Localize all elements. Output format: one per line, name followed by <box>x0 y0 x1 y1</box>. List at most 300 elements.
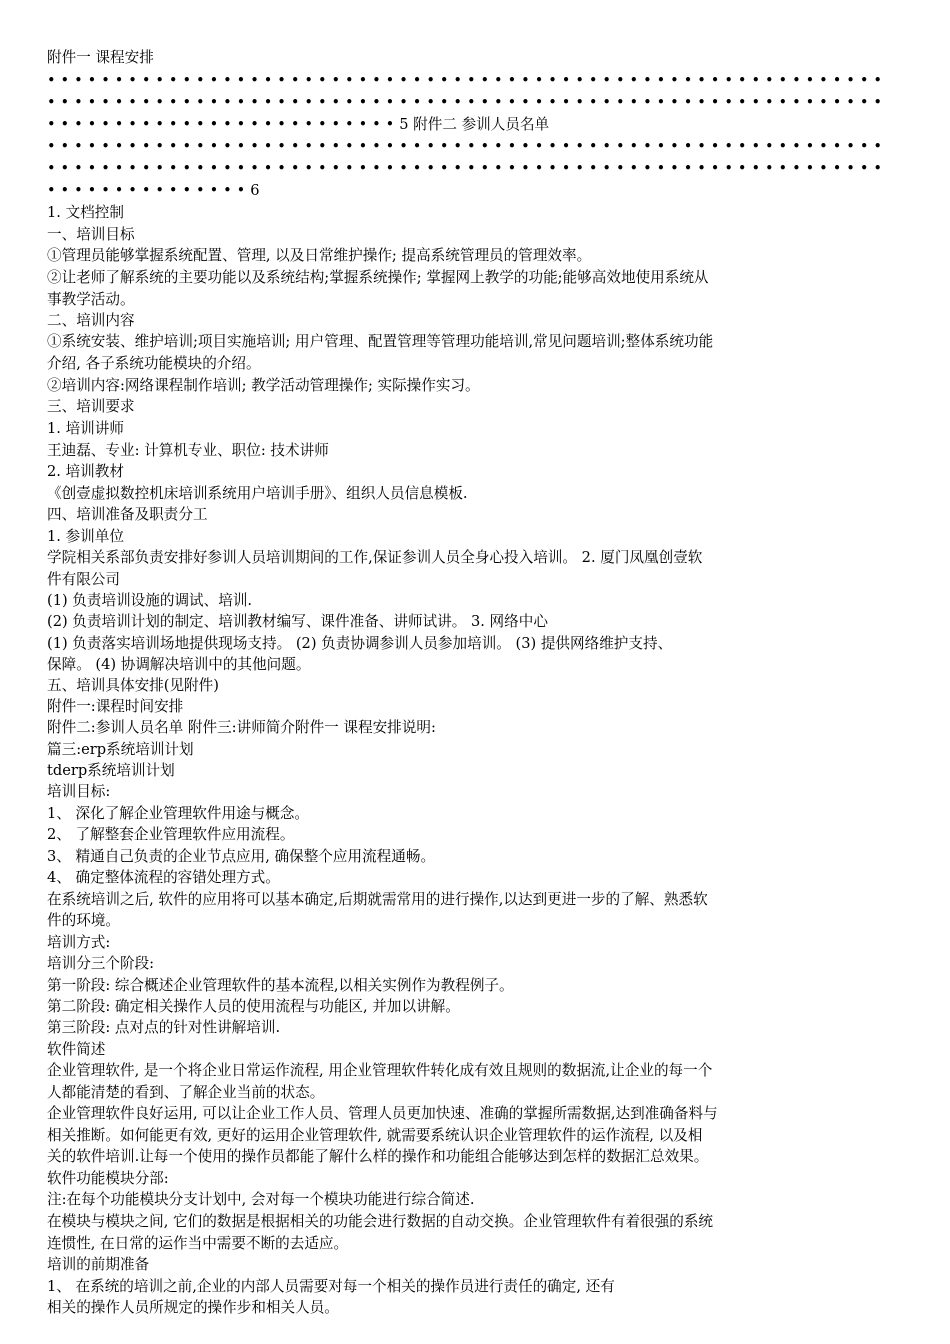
dot-leader-dot: • <box>764 138 774 155</box>
dot-leader-dot: • <box>196 138 205 155</box>
dot-leader-dot: • <box>873 160 882 177</box>
dot-leader-dot: • <box>629 138 639 155</box>
dot-leader-dot: • <box>846 138 855 155</box>
body-line: 附件二:参训人员名单 附件三:讲师简介附件一 课程安排说明: <box>47 719 436 736</box>
dot-leader-dot: • <box>629 94 639 111</box>
dot-leader-dot: • <box>453 94 463 111</box>
body-line: 保障。 (4) 协调解决培训中的其他问题。 <box>47 656 311 673</box>
dot-leader-dot: • <box>439 160 449 177</box>
dot-leader-dot: • <box>114 160 124 177</box>
dot-leader-dot: • <box>724 94 733 111</box>
dot-leader-dot: • <box>60 160 70 177</box>
dot-leader-dot: • <box>737 138 747 155</box>
dot-leader-dot: • <box>114 72 124 89</box>
toc-entry-page-6-dots <box>47 182 250 199</box>
dot-leader-dot: • <box>168 138 178 155</box>
body-line: 在系统培训之后, 软件的应用将可以基本确定,后期就需常用的进行操作,以达到更进一步的了解、熟悉软 <box>47 891 708 908</box>
dot-leader-dot: • <box>602 72 612 89</box>
dot-leader-dot: • <box>277 138 286 155</box>
body-line: 件的环境。 <box>47 912 120 929</box>
dot-leader-dot: • <box>47 116 56 133</box>
dot-leader-dot: • <box>277 94 286 111</box>
dot-leader-dot: • <box>277 72 286 89</box>
dot-leader-dot: • <box>155 160 164 177</box>
dot-leader-dot: • <box>331 138 341 155</box>
dot-leader-dot: • <box>399 94 408 111</box>
dot-leader-dot: • <box>114 94 124 111</box>
dot-leader-dot: • <box>141 160 151 177</box>
dot-leader-dot: • <box>317 94 327 111</box>
toc-entry-appendix-2 <box>47 114 917 135</box>
dot-leader-dot: • <box>764 72 774 89</box>
dot-leader-dot: • <box>87 182 97 199</box>
dot-leader-dot: • <box>250 72 259 89</box>
body-line: 在模块与模块之间, 它们的数据是根据相关的功能会进行数据的自动交换。企业管理软件有着很强的系统 <box>47 1213 714 1230</box>
dot-leader-dot: • <box>236 160 246 177</box>
dot-leader-dot: • <box>250 160 259 177</box>
dot-leader-dot: • <box>724 160 733 177</box>
dot-leader-dot: • <box>385 116 395 133</box>
dot-leader-dot: • <box>141 138 151 155</box>
dot-leader-dot: • <box>358 160 368 177</box>
dot-leader-dot: • <box>751 138 761 155</box>
dot-leader-dot: • <box>507 72 517 89</box>
body-line: 培训分三个阶段: <box>47 955 155 972</box>
dot-leader-dot: • <box>47 94 56 111</box>
dot-leader-dot: • <box>575 94 584 111</box>
dot-leader-dot: • <box>615 72 625 89</box>
dot-leader-dot: • <box>209 182 219 199</box>
dot-leader-dot: • <box>832 94 842 111</box>
dot-leader-dot: • <box>588 138 598 155</box>
dot-leader-dot: • <box>182 94 192 111</box>
body-line: (1) 负责培训设施的调试、培训. <box>47 592 253 609</box>
dot-leader-dot: • <box>751 72 761 89</box>
dot-leader-dot: • <box>792 72 801 89</box>
dot-leader-dot: • <box>846 94 855 111</box>
body-line: 培训的前期准备 <box>47 1256 150 1273</box>
dot-leader-dot: • <box>263 116 273 133</box>
body-line: 第三阶段: 点对点的针对性讲解培训. <box>47 1019 281 1036</box>
dot-leader-dot: • <box>873 72 882 89</box>
dot-leader-dot: • <box>629 160 639 177</box>
dot-leader-dot: • <box>710 72 720 89</box>
dot-leader-dot: • <box>873 138 882 155</box>
dot-leader-dot: • <box>358 94 368 111</box>
dot-leader-dot: • <box>846 72 855 89</box>
body-line: 事教学活动。 <box>47 291 135 308</box>
dot-leader-dot: • <box>155 116 164 133</box>
dot-leader-dot: • <box>331 72 341 89</box>
dot-leader-dot: • <box>697 138 706 155</box>
dot-leader-dot: • <box>710 160 720 177</box>
dot-leader-dot: • <box>87 138 97 155</box>
body-line: 培训目标: <box>47 783 111 800</box>
dot-leader-dot: • <box>480 160 490 177</box>
body-line: 第一阶段: 综合概述企业管理软件的基本流程,以相关实例作为教程例子。 <box>47 977 514 994</box>
dot-leader-dot: • <box>372 72 381 89</box>
dot-leader-dot: • <box>602 138 612 155</box>
dot-leader-dot: • <box>764 160 774 177</box>
dot-leader-dot: • <box>548 160 557 177</box>
body-line: 《创壹虚拟数控机床培训系统用户培训手册》、组织人员信息模板. <box>47 485 468 502</box>
dot-leader-dot: • <box>548 72 557 89</box>
dot-leader-dot: • <box>331 160 341 177</box>
dot-leader-dot: • <box>60 182 70 199</box>
dot-leader-dot: • <box>494 138 503 155</box>
body-line: 介绍, 各子系统功能模块的介绍。 <box>47 355 261 372</box>
dot-leader-dot: • <box>643 138 652 155</box>
dot-leader-dot: • <box>358 116 368 133</box>
body-line: 学院相关系部负责安排好参训人员培训期间的工作,保证参训人员全身心投入培训。 2. 厦门凤凰创壹软 <box>47 549 703 566</box>
body-line: 企业管理软件, 是一个将企业日常运作流程, 用企业管理软件转化成有效且规则的数据流,让企业的每一个 <box>47 1062 713 1079</box>
dot-leader-dot: • <box>819 94 828 111</box>
body-line: 三、培训要求 <box>47 398 135 415</box>
dot-leader-dot: • <box>304 94 313 111</box>
dot-leader-dot: • <box>141 72 151 89</box>
dot-leader-dot: • <box>792 94 801 111</box>
dot-leader-dot: • <box>223 72 232 89</box>
dot-leader-dot: • <box>670 94 679 111</box>
dot-leader-dot: • <box>453 160 463 177</box>
dot-leader-dot: • <box>101 72 110 89</box>
dot-leader-dot: • <box>439 94 449 111</box>
toc-entry-appendix-2-text: 5 附件二 参训人员名单 <box>399 116 550 133</box>
body-line: 连惯性, 在日常的运作当中需要不断的去适应。 <box>47 1235 349 1252</box>
dot-leader-dot: • <box>47 160 56 177</box>
dot-leader-dot: • <box>507 138 517 155</box>
body-line: 2. 培训教材 <box>47 463 124 480</box>
dot-leader-dot: • <box>805 72 815 89</box>
dot-leader-dot: • <box>304 160 313 177</box>
dot-leader-dot: • <box>466 138 476 155</box>
body-line: 1、 深化了解企业管理软件用途与概念。 <box>47 805 310 822</box>
body-line: 1. 培训讲师 <box>47 420 124 437</box>
dot-leader-dot: • <box>805 138 815 155</box>
dot-leader-dot: • <box>290 138 300 155</box>
dot-leader-dot: • <box>331 116 341 133</box>
dot-leader-dot: • <box>358 138 368 155</box>
dot-leader-dot: • <box>697 72 706 89</box>
dot-leader-dot: • <box>656 160 666 177</box>
dot-leader-dot: • <box>615 138 625 155</box>
dot-leader-dot: • <box>155 94 164 111</box>
dot-leader-dot: • <box>74 182 83 199</box>
dot-leader-dot: • <box>128 72 137 89</box>
dot-leader-dot: • <box>778 160 788 177</box>
dot-leader-dot: • <box>710 138 720 155</box>
dot-leader-dot: • <box>196 72 205 89</box>
body-line: (1) 负责落实培训场地提供现场支持。 (2) 负责协调参训人员参加培训。 (3) 提供网络维护支持、 <box>47 635 673 652</box>
dot-leader-dot: • <box>60 94 70 111</box>
dot-leader-dot: • <box>805 160 815 177</box>
dot-leader-dot: • <box>710 94 720 111</box>
dot-leader-dot: • <box>60 138 70 155</box>
dot-leader-dot: • <box>873 94 882 111</box>
dot-leader-dot: • <box>778 72 788 89</box>
dot-leader-dot: • <box>290 72 300 89</box>
dot-leader-dot: • <box>209 138 219 155</box>
dot-leader-dot: • <box>426 160 435 177</box>
dot-leader-dot: • <box>656 138 666 155</box>
dot-leader-dot: • <box>196 160 205 177</box>
dot-leader-dot: • <box>182 160 192 177</box>
body-line: 注:在每个功能模块分支计划中, 会对每一个模块功能进行综合简述. <box>47 1191 475 1208</box>
body-line: 四、培训准备及职责分工 <box>47 506 208 523</box>
dot-leader-dot: • <box>114 116 124 133</box>
dot-leader-dot: • <box>561 72 571 89</box>
dot-leader-dot: • <box>683 138 693 155</box>
dot-leader-dot: • <box>412 94 422 111</box>
dot-leader-dot: • <box>602 160 612 177</box>
dot-leader-dot: • <box>399 138 408 155</box>
dot-leader-dot: • <box>250 138 259 155</box>
dot-leader-dot: • <box>87 72 97 89</box>
body-line: ①管理员能够掌握系统配置、管理, 以及日常维护操作; 提高系统管理员的管理效率。 <box>47 247 592 264</box>
dot-leader-dot: • <box>819 72 828 89</box>
dot-leader-dot: • <box>724 138 733 155</box>
dot-leader-dot: • <box>548 138 557 155</box>
dot-leader-dot: • <box>480 94 490 111</box>
dot-leader-dot: • <box>737 160 747 177</box>
dot-leader-dot: • <box>263 94 273 111</box>
dot-leader-dot: • <box>494 72 503 89</box>
dot-leader-dot: • <box>656 72 666 89</box>
body-line: 4、 确定整体流程的容错处理方式。 <box>47 869 280 886</box>
dot-leader-dot: • <box>385 160 395 177</box>
dot-leader-dot: • <box>805 94 815 111</box>
body-line: 培训方式: <box>47 934 111 951</box>
dot-leader-dot: • <box>196 94 205 111</box>
dot-leader-dot: • <box>412 138 422 155</box>
body-line: 关的软件培训.让每一个使用的操作员都能了解什么样的操作和功能组合能够达到怎样的数据汇总效果。 <box>47 1148 709 1165</box>
dot-leader-dot: • <box>521 72 530 89</box>
dot-leader-dot: • <box>87 94 97 111</box>
dot-leader-dot: • <box>141 94 151 111</box>
dot-leader-dot: • <box>101 116 110 133</box>
dot-leader-dot: • <box>737 72 747 89</box>
dot-leader-dot: • <box>168 116 178 133</box>
dot-leader-dot: • <box>832 138 842 155</box>
dot-leader-dot: • <box>196 182 205 199</box>
dot-leader-dot: • <box>507 160 517 177</box>
dot-leader-dot: • <box>453 72 463 89</box>
dot-leader-dot: • <box>290 116 300 133</box>
dot-leader-dot: • <box>101 138 110 155</box>
dot-leader-dot: • <box>141 182 151 199</box>
dot-leader-dot: • <box>859 72 869 89</box>
dot-leader-dot: • <box>263 138 273 155</box>
toc-line-1: 附件一 课程安排 <box>47 49 154 66</box>
dot-leader-dot: • <box>670 72 679 89</box>
dot-leader-dot: • <box>114 138 124 155</box>
dot-leader-dot: • <box>141 116 151 133</box>
dot-leader-dot: • <box>494 94 503 111</box>
toc-dot-leader-1 <box>47 70 917 91</box>
body-line: 王迪磊、专业: 计算机专业、职位: 技术讲师 <box>47 442 329 459</box>
dot-leader-dot: • <box>385 138 395 155</box>
body-line: 附件一:课程时间安排 <box>47 698 184 715</box>
dot-leader-dot: • <box>236 94 246 111</box>
dot-leader-dot: • <box>602 94 612 111</box>
dot-leader-dot: • <box>778 94 788 111</box>
dot-leader-dot: • <box>236 182 246 199</box>
dot-leader-dot: • <box>426 94 435 111</box>
body-line: 五、培训具体安排(见附件) <box>47 677 219 694</box>
dot-leader-dot: • <box>751 160 761 177</box>
dot-leader-dot: • <box>697 160 706 177</box>
dot-leader-dot: • <box>182 138 192 155</box>
dot-leader-dot: • <box>534 138 544 155</box>
dot-leader-dot: • <box>588 94 598 111</box>
dot-leader-dot: • <box>656 94 666 111</box>
dot-leader-dot: • <box>223 94 232 111</box>
dot-leader-dot: • <box>168 160 178 177</box>
dot-leader-dot: • <box>778 138 788 155</box>
dot-leader-dot: • <box>480 138 490 155</box>
dot-leader-dot: • <box>399 160 408 177</box>
dot-leader-dot: • <box>263 72 273 89</box>
toc-dot-leader-3 <box>47 136 917 157</box>
dot-leader-dot: • <box>74 138 83 155</box>
dot-leader-dot: • <box>290 160 300 177</box>
dot-leader-dot: • <box>47 138 56 155</box>
body-line: ②让老师了解系统的主要功能以及系统结构;掌握系统操作; 掌握网上教学的功能;能够高效地使用系统从 <box>47 269 709 286</box>
dot-leader-dot: • <box>182 182 192 199</box>
dot-leader-dot: • <box>399 72 408 89</box>
body-line: 软件简述 <box>47 1041 106 1058</box>
body-line: 1. 参训单位 <box>47 528 124 545</box>
dot-leader-dot: • <box>629 72 639 89</box>
dot-leader-dot: • <box>588 72 598 89</box>
dot-leader-dot: • <box>60 72 70 89</box>
dot-leader-dot: • <box>182 72 192 89</box>
dot-leader-dot: • <box>521 94 530 111</box>
dot-leader-dot: • <box>480 72 490 89</box>
body-line: 相关的操作人员所规定的操作步和相关人员。 <box>47 1299 339 1316</box>
dot-leader-dot: • <box>128 182 137 199</box>
toc-dot-leader-2 <box>47 92 917 113</box>
dot-leader-dot: • <box>575 72 584 89</box>
dot-leader-dot: • <box>345 160 354 177</box>
dot-leader-dot: • <box>846 160 855 177</box>
dot-leader-dot: • <box>101 94 110 111</box>
dot-leader-dot: • <box>345 72 354 89</box>
dot-leader-dot: • <box>697 94 706 111</box>
dot-leader-dot: • <box>168 94 178 111</box>
dot-leader-dot: • <box>223 182 232 199</box>
dot-leader-dot: • <box>819 160 828 177</box>
dot-leader-dot: • <box>155 72 164 89</box>
body-line: 篇三:erp系统培训计划 <box>47 741 194 758</box>
body-line: tderp系统培训计划 <box>47 762 175 779</box>
dot-leader-dot: • <box>304 116 313 133</box>
dot-leader-dot: • <box>575 160 584 177</box>
body-line: (2) 负责培训计划的制定、培训教材编写、课件准备、讲师试讲。 3. 网络中心 <box>47 613 548 630</box>
body-line: 二、培训内容 <box>47 312 135 329</box>
body-line: 人都能清楚的看到、了解企业当前的状态。 <box>47 1084 325 1101</box>
dot-leader-dot: • <box>683 94 693 111</box>
dot-leader-dot: • <box>737 94 747 111</box>
dot-leader-dot: • <box>209 72 219 89</box>
dot-leader-dot: • <box>101 182 110 199</box>
dot-leader-dot: • <box>358 72 368 89</box>
dot-leader-dot: • <box>615 94 625 111</box>
dot-leader-dot: • <box>209 116 219 133</box>
body-line: 2、 了解整套企业管理软件应用流程。 <box>47 826 295 843</box>
body-line: 软件功能模块分部: <box>47 1170 169 1187</box>
dot-leader-dot: • <box>317 116 327 133</box>
dot-leader-dot: • <box>155 138 164 155</box>
dot-leader-dot: • <box>331 94 341 111</box>
body-line: 1. 文档控制 <box>47 204 124 221</box>
dot-leader-dot: • <box>128 116 137 133</box>
toc-dot-leader-4 <box>47 158 917 179</box>
dot-leader-dot: • <box>683 72 693 89</box>
dot-leader-dot: • <box>236 138 246 155</box>
dot-leader-dot: • <box>859 160 869 177</box>
dot-leader-dot: • <box>507 94 517 111</box>
dot-leader-dot: • <box>643 160 652 177</box>
dot-leader-dot: • <box>345 116 354 133</box>
body-line: ①系统安装、维护培训;项目实施培训; 用户管理、配置管理等管理功能培训,常见问题培训;整体系统功能 <box>47 333 714 350</box>
dot-leader-dot: • <box>575 138 584 155</box>
dot-leader-dot: • <box>128 94 137 111</box>
dot-leader-dot: • <box>426 138 435 155</box>
dot-leader-dot: • <box>182 116 192 133</box>
dot-leader-dot: • <box>453 138 463 155</box>
dot-leader-dot: • <box>724 72 733 89</box>
dot-leader-dot: • <box>128 160 137 177</box>
dot-leader-dot: • <box>87 116 97 133</box>
dot-leader-dot: • <box>304 138 313 155</box>
dot-leader-dot: • <box>561 94 571 111</box>
dot-leader-dot: • <box>534 72 544 89</box>
dot-leader-dot: • <box>588 160 598 177</box>
body-line: 件有限公司 <box>47 571 120 588</box>
dot-leader-dot: • <box>74 116 83 133</box>
dot-leader-dot: • <box>223 160 232 177</box>
dot-leader-dot: • <box>466 94 476 111</box>
dot-leader-dot: • <box>372 160 381 177</box>
body-line: 第二阶段: 确定相关操作人员的使用流程与功能区, 并加以讲解。 <box>47 998 460 1015</box>
dot-leader-dot: • <box>548 94 557 111</box>
dot-leader-dot: • <box>304 72 313 89</box>
dot-leader-dot: • <box>859 138 869 155</box>
dot-leader-dot: • <box>466 72 476 89</box>
dot-leader-dot: • <box>60 116 70 133</box>
dot-leader-dot: • <box>236 72 246 89</box>
dot-leader-dot: • <box>426 72 435 89</box>
dot-leader-dot: • <box>521 160 530 177</box>
dot-leader-dot: • <box>277 160 286 177</box>
dot-leader-dot: • <box>561 160 571 177</box>
toc-entry-appendix-2-dots <box>47 116 399 133</box>
dot-leader-dot: • <box>819 138 828 155</box>
body-line: 企业管理软件良好运用, 可以让企业工作人员、管理人员更加快速、准确的掌握所需数据,达到准确备料与 <box>47 1105 718 1122</box>
dot-leader-dot: • <box>277 116 286 133</box>
dot-leader-dot: • <box>47 182 56 199</box>
dot-leader-dot: • <box>74 72 83 89</box>
body-line: ②培训内容:网络课程制作培训; 教学活动管理操作; 实际操作实习。 <box>47 377 480 394</box>
dot-leader-dot: • <box>87 160 97 177</box>
dot-leader-dot: • <box>128 138 137 155</box>
dot-leader-dot: • <box>317 72 327 89</box>
dot-leader-dot: • <box>114 182 124 199</box>
dot-leader-dot: • <box>209 94 219 111</box>
dot-leader-dot: • <box>859 94 869 111</box>
dot-leader-dot: • <box>561 138 571 155</box>
